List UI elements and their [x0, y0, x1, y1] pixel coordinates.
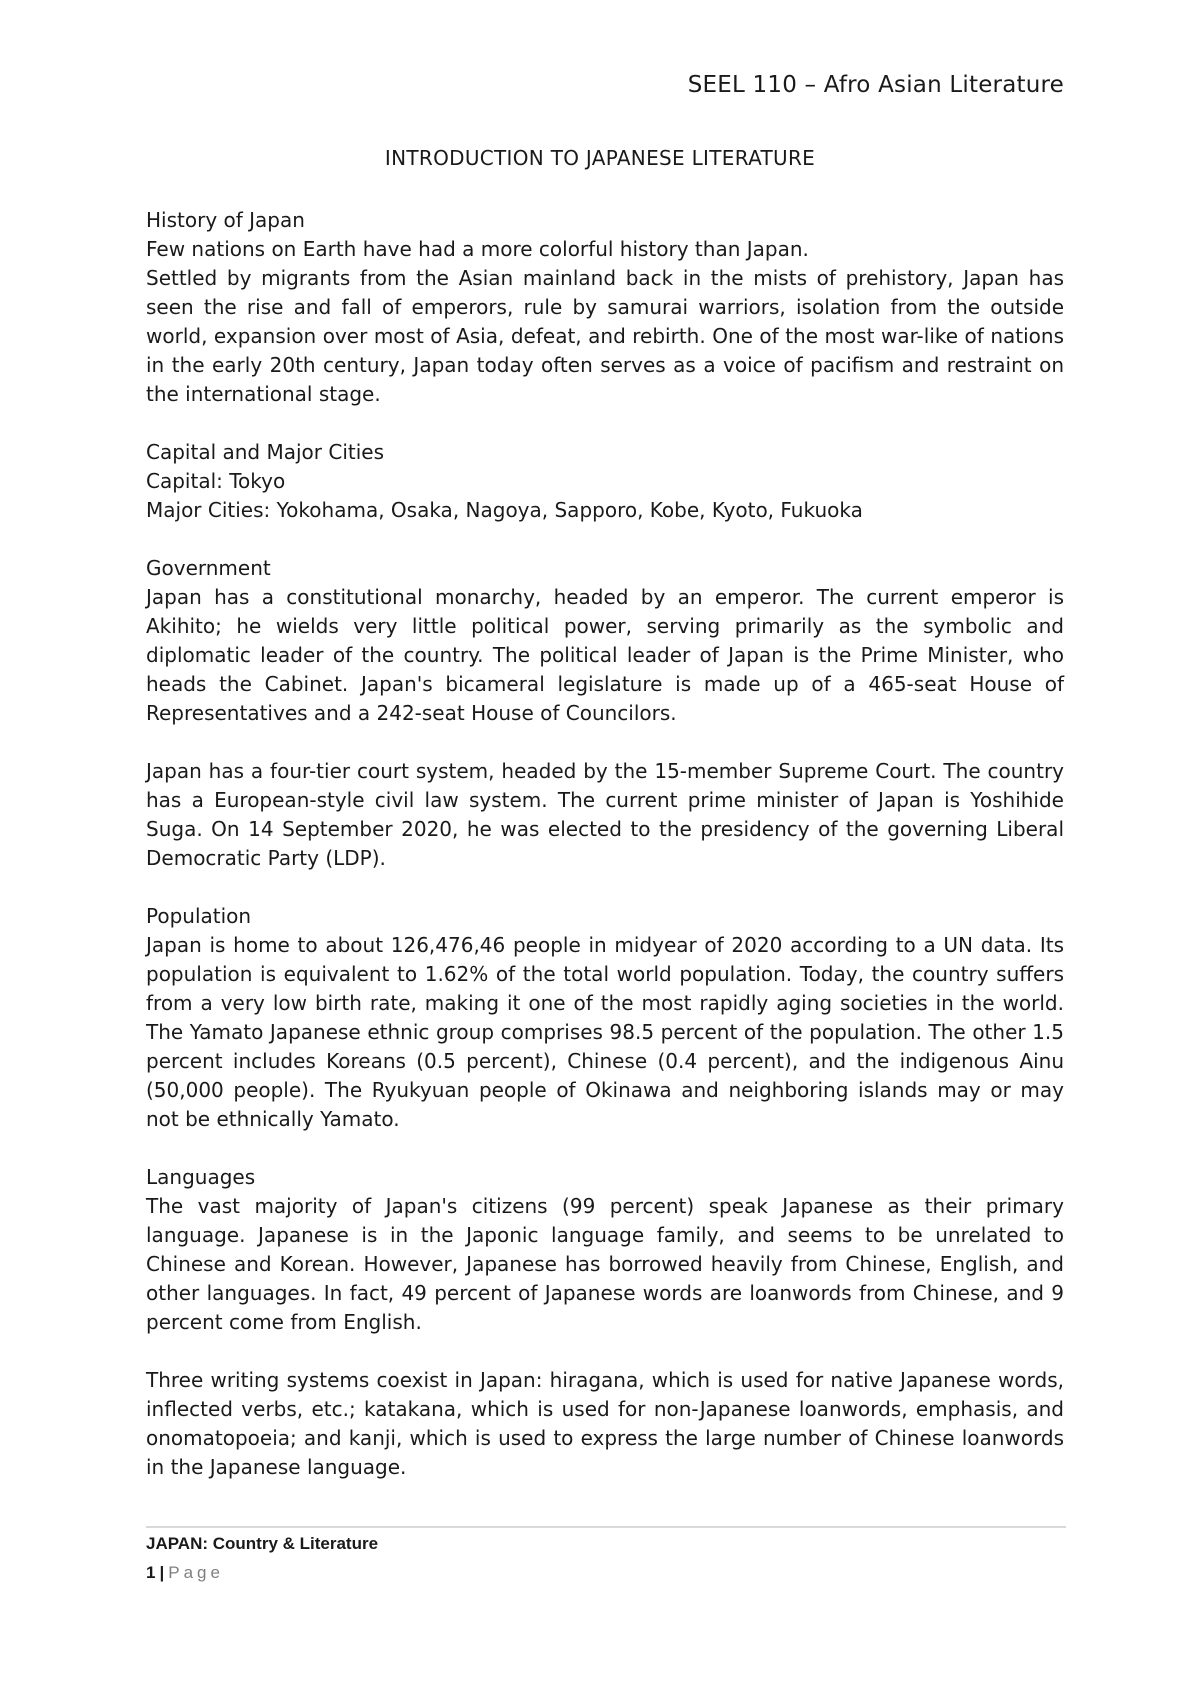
section-heading-population: Population	[146, 904, 252, 928]
footer-title: JAPAN: Country & Literature	[146, 1534, 379, 1553]
government-paragraph-2: Japan has a four-tier court system, headed by the 15-member Supreme Court. The country has a European-style civil law system. The current prime minister of Japan is Yoshihide Suga. On 14 September 2020, he was elected to the presidency of the governing Liberal Democratic Party (LDP).	[146, 759, 1064, 870]
section-capital	[146, 438, 1064, 525]
government-paragraph-1: Japan has a constitutional monarchy, headed by an emperor. The current emperor is Akihito; he wields very little political power, serving primarily as the symbolic and diplomatic leader of the country. The political leader of Japan is the Prime Minister, who heads the Cabinet. Japan's bicameral legislature is made up of a 465-seat House of Representatives and a 242-seat House of Councilors.	[146, 585, 1064, 725]
page-label: Page	[168, 1563, 224, 1582]
population-paragraph: Japan is home to about 126,476,46 people in midyear of 2020 according to a UN data. Its population is equivalent to 1.62% of the total world population. Today, the country suffers from a very low birth rate, making it one of the most rapidly aging societies in the world. The Yamato Japanese ethnic group comprises 98.5 percent of the population. The other 1.5 percent includes Koreans (0.5 percent), Chinese (0.4 percent), and the indigenous Ainu (50,000 people). The Ryukyuan people of Okinawa and neighboring islands may or may not be ethnically Yamato.	[146, 933, 1064, 1131]
section-history	[146, 206, 1064, 409]
section-population	[146, 902, 1064, 1134]
history-intro-line: Few nations on Earth have had a more colorful history than Japan.	[146, 237, 809, 261]
footer-page-number	[146, 1563, 224, 1583]
course-header: SEEL 110 – Afro Asian Literature	[687, 72, 1064, 98]
page-separator: |	[159, 1563, 165, 1582]
page-number: 1	[146, 1563, 156, 1582]
section-heading-languages: Languages	[146, 1165, 256, 1189]
document-title: INTRODUCTION TO JAPANESE LITERATURE	[384, 146, 816, 170]
languages-paragraph-2: Three writing systems coexist in Japan: hiragana, which is used for native Japanese words, inflected verbs, etc.; katakana, which is used for non-Japanese loanwords, emphasis, and onomatopoeia; and kanji, which is used to express the large number of Chinese loanwords in the Japanese language.	[146, 1368, 1064, 1479]
footer-divider	[146, 1526, 1066, 1528]
capital-line: Capital: Tokyo	[146, 469, 286, 493]
languages-paragraph-1: The vast majority of Japan's citizens (99 percent) speak Japanese as their primary language. Japanese is in the Japonic language family, and seems to be unrelated to Chinese and Korean. However, Japanese has borrowed heavily from Chinese, English, and other languages. In fact, 49 percent of Japanese words are loanwords from Chinese, and 9 percent come from English.	[146, 1194, 1064, 1334]
section-government	[146, 554, 1064, 873]
section-heading-government: Government	[146, 556, 271, 580]
section-heading-capital: Capital and Major Cities	[146, 440, 384, 464]
document-body	[146, 206, 1064, 1482]
history-paragraph: Settled by migrants from the Asian mainland back in the mists of prehistory, Japan has seen the rise and fall of emperors, rule by samurai warriors, isolation from the outside world, expansion over most of Asia, defeat, and rebirth. One of the most war-like of nations in the early 20th century, Japan today often serves as a voice of pacifism and restraint on the international stage.	[146, 266, 1064, 406]
major-cities-line: Major Cities: Yokohama, Osaka, Nagoya, Sapporo, Kobe, Kyoto, Fukuoka	[146, 498, 863, 522]
section-heading-history: History of Japan	[146, 208, 305, 232]
section-languages	[146, 1163, 1064, 1482]
